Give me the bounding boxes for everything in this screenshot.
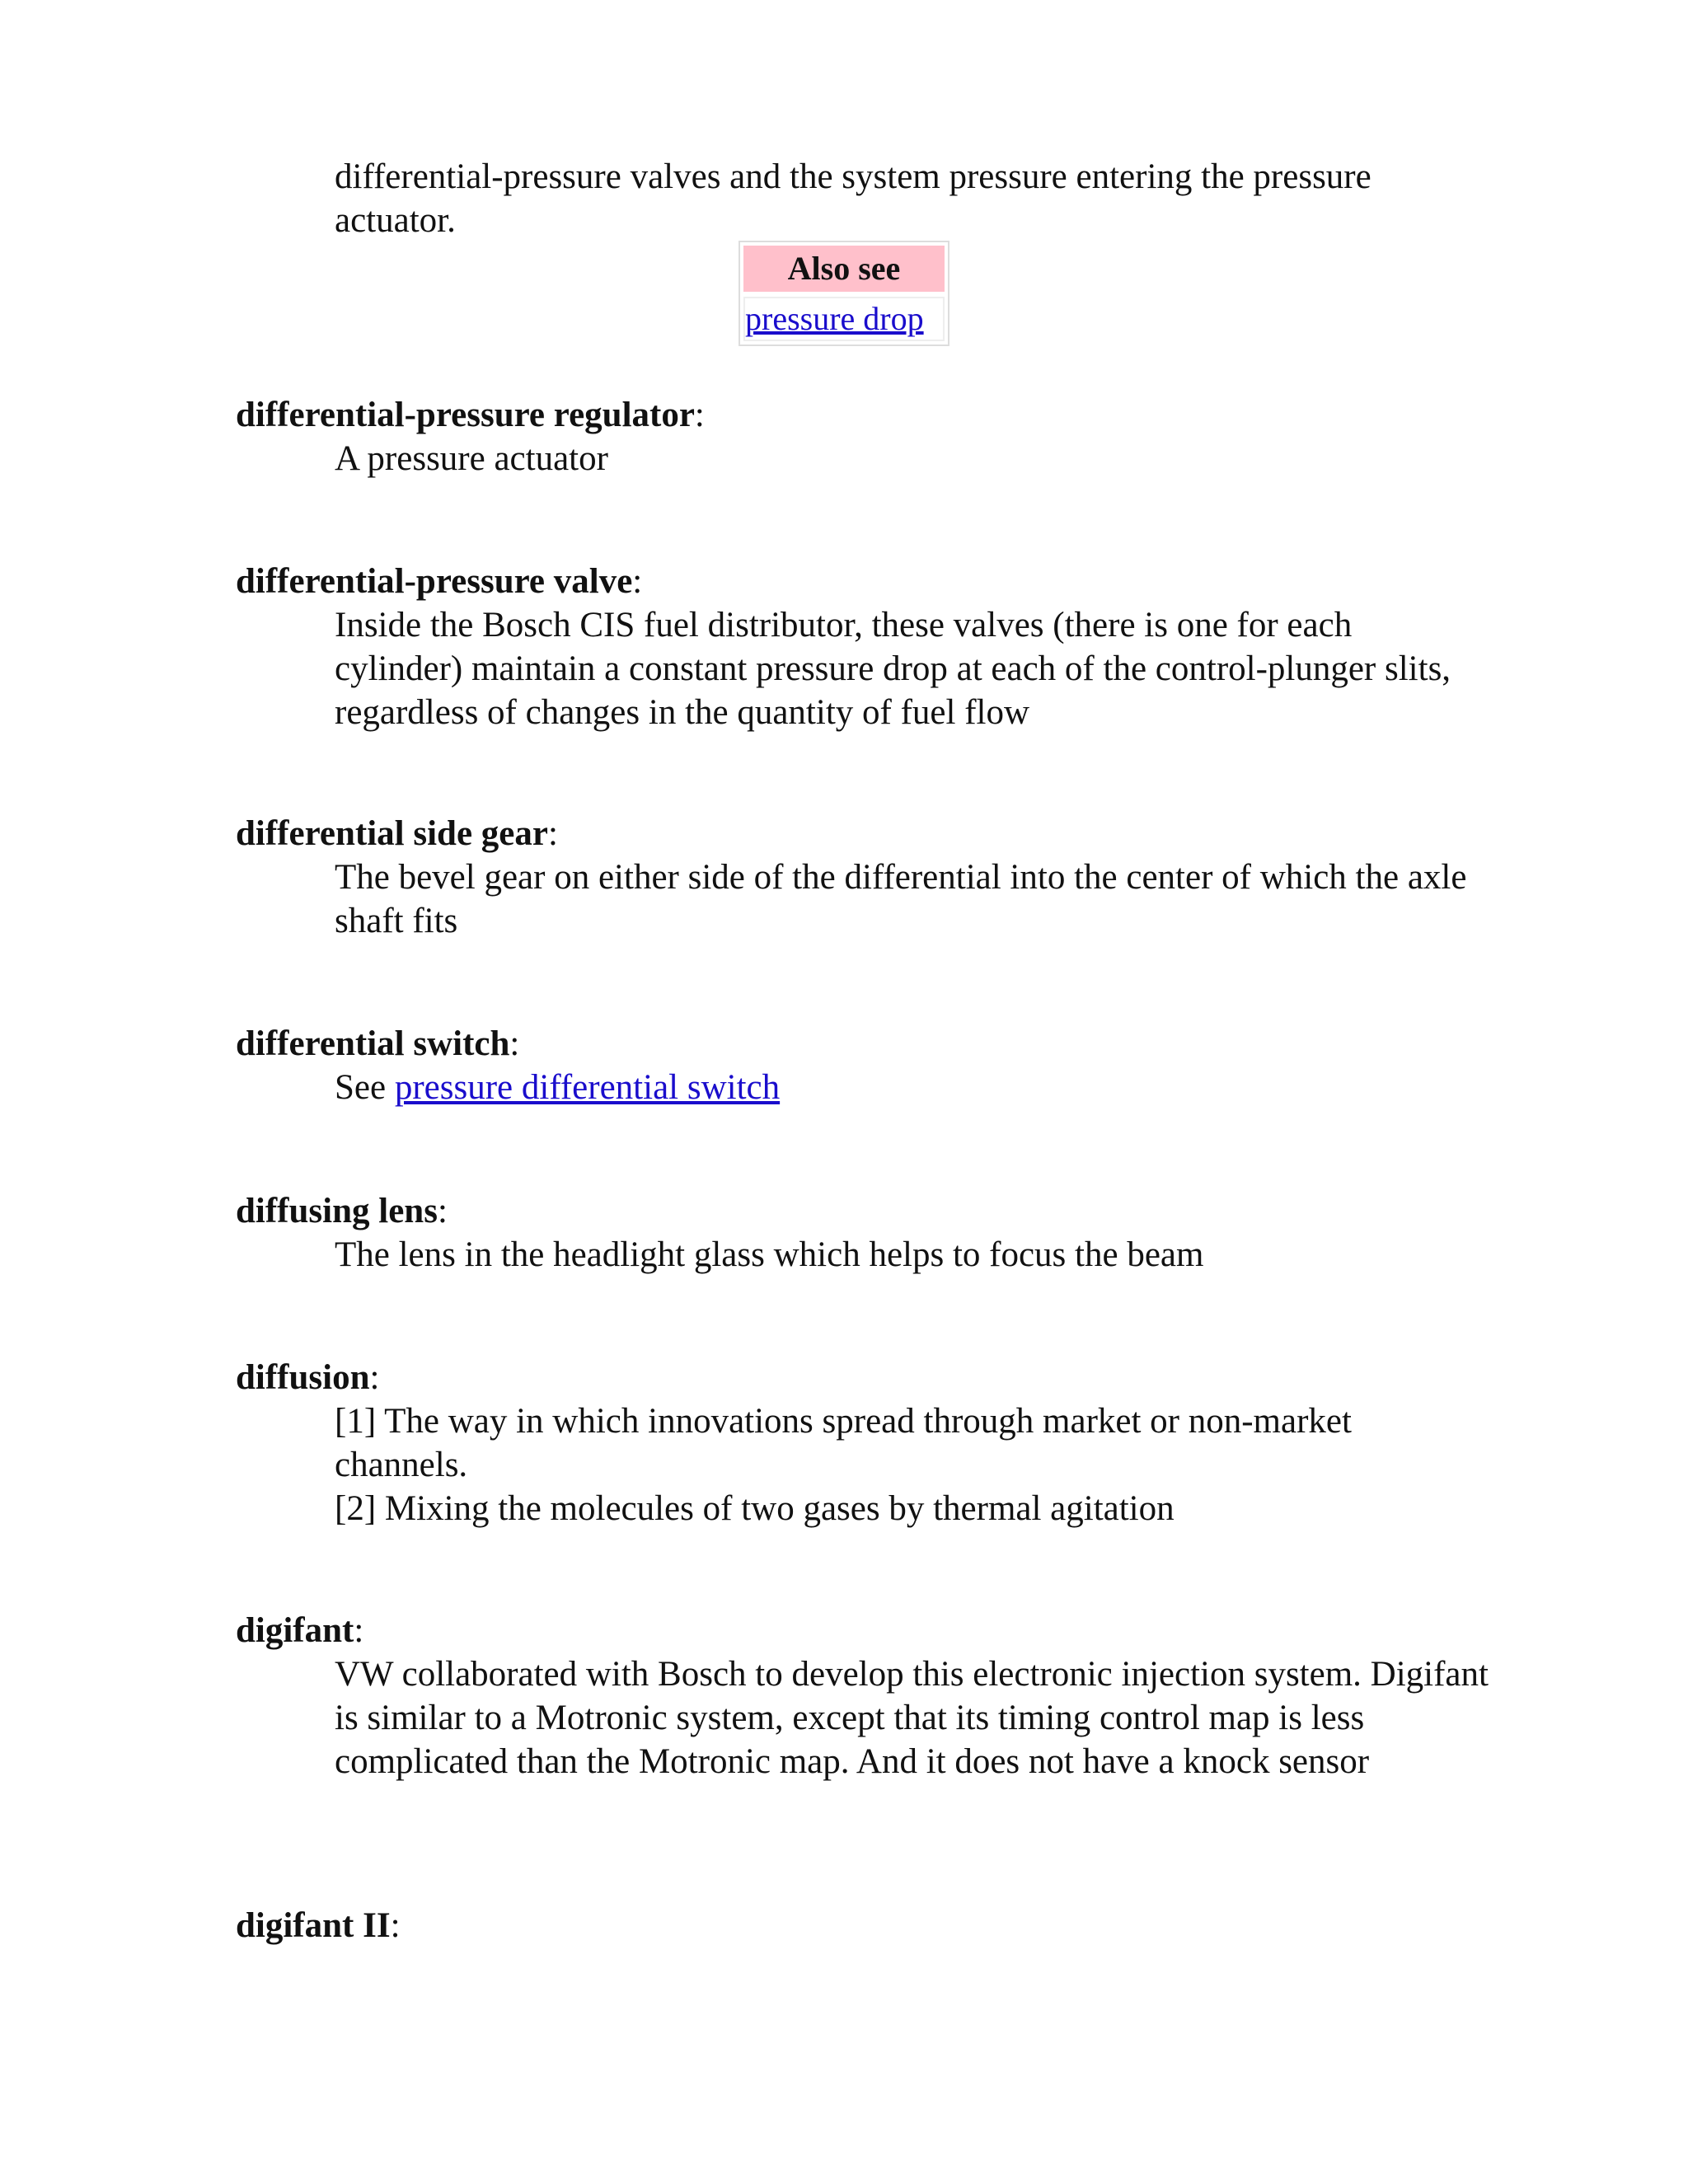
entry-term-line: [236, 560, 1489, 603]
entry-term: diffusion: [236, 1358, 370, 1397]
entry-definition: A pressure actuator: [335, 439, 608, 478]
entry-term-line: [236, 1189, 1489, 1233]
glossary-entry: [236, 1189, 1489, 1277]
term-colon: :: [547, 814, 558, 853]
entry-term: differential-pressure valve: [236, 562, 633, 601]
entry-term-line: [236, 1356, 1489, 1399]
entry-definition: Inside the Bosch CIS fuel distributor, these valves (there is one for each cylinder) maintain a constant pressure drop at each of the control-plunger slits, regardless of changes in the quantity of fuel flow: [335, 606, 1451, 732]
entry-term-line: [236, 1022, 1489, 1066]
also-see-cell: [743, 297, 945, 341]
entry-term: diffusing lens: [236, 1192, 438, 1230]
term-colon: :: [632, 562, 643, 601]
glossary-entry: [236, 1022, 1489, 1109]
entry-definition: The bevel gear on either side of the differential into the center of which the axle shaft fits: [335, 858, 1467, 940]
also-see-header: Also see: [743, 246, 945, 292]
entry-definition: [335, 1066, 1489, 1109]
glossary-entry: [236, 393, 1489, 480]
term-colon: :: [694, 396, 705, 434]
entry-term: digifant: [236, 1611, 354, 1650]
glossary-entry: [236, 1904, 1489, 1947]
entry-term-line: [236, 812, 1489, 855]
glossary-entry: [236, 1356, 1489, 1530]
also-see-box: [738, 241, 950, 346]
entry-definition: The lens in the headlight glass which helps to focus the beam: [335, 1235, 1204, 1274]
pressure-differential-switch-link[interactable]: pressure differential switch: [394, 1068, 781, 1107]
entry-term-line: [236, 393, 1489, 437]
glossary-entry: [236, 560, 1489, 734]
term-colon: :: [509, 1024, 520, 1063]
intro-definition-continuation: [335, 155, 1472, 242]
glossary-entry: [236, 812, 1489, 943]
term-colon: :: [354, 1611, 364, 1650]
entry-term-line: [236, 1609, 1489, 1652]
intro-text: differential-pressure valves and the system pressure entering the pressure actuator.: [335, 157, 1372, 240]
definition-prefix: See: [335, 1068, 395, 1107]
entry-definition: [335, 1399, 1489, 1530]
glossary-entry: [236, 1609, 1489, 1783]
term-colon: :: [437, 1192, 448, 1230]
entry-term: differential side gear: [236, 814, 548, 853]
entry-definition: VW collaborated with Bosch to develop this electronic injection system. Digifant is similar to a Motronic system, except that its timing control map is less complicated than the Motronic map. And it does not have a knock sensor: [335, 1655, 1489, 1781]
pressure-drop-link[interactable]: pressure drop: [745, 300, 924, 337]
definition-sense-2: [2] Mixing the molecules of two gases by thermal agitation: [335, 1489, 1175, 1528]
definition-sense-1: [1] The way in which innovations spread through market or non-market channels.: [335, 1402, 1352, 1484]
term-colon: :: [369, 1358, 380, 1397]
term-colon: :: [390, 1906, 401, 1945]
entry-term-line: [236, 1904, 1489, 1947]
entry-term: differential-pressure regulator: [236, 396, 695, 434]
entry-term: differential switch: [236, 1024, 510, 1063]
entry-term: digifant II: [236, 1906, 391, 1945]
